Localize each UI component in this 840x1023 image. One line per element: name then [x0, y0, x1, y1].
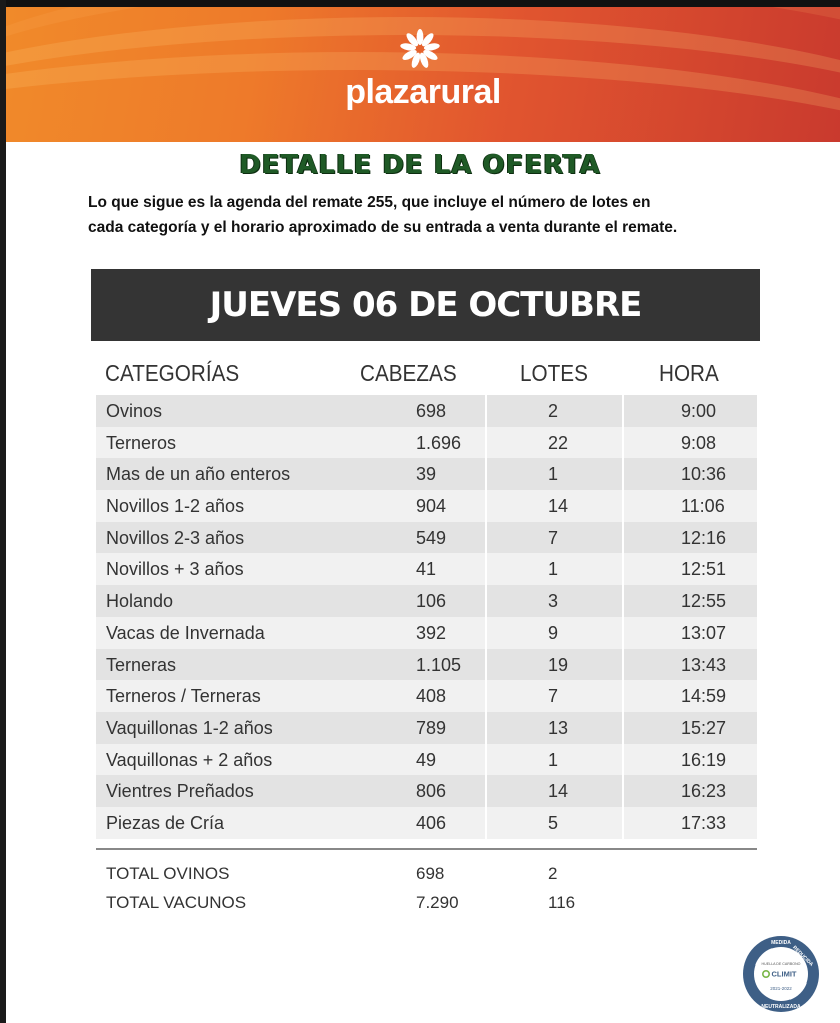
time-cell: 13:07 — [681, 622, 727, 643]
lots-cell: 13 — [548, 717, 569, 738]
heads-cell: 106 — [416, 591, 447, 612]
heads-cell: 49 — [416, 749, 437, 770]
category-cell: Vaquillonas + 2 años — [106, 749, 273, 770]
heads-cell: 41 — [416, 559, 437, 580]
category-cell: Novillos + 3 años — [106, 559, 244, 580]
flower-logo-icon — [398, 27, 442, 71]
category-cell: Terneros — [106, 432, 177, 453]
heads-cell: 904 — [416, 496, 447, 517]
table-row — [96, 458, 757, 490]
lots-cell: 1 — [548, 464, 559, 485]
heads-cell: 549 — [416, 527, 447, 548]
lots-cell: 7 — [548, 686, 559, 707]
table-row — [96, 617, 757, 649]
category-cell: Mas de un año enteros — [106, 464, 291, 485]
badge-years-text: 2021-2022 — [770, 986, 792, 991]
column-header-categorias: CATEGORÍAS — [105, 360, 240, 386]
heads-cell: 806 — [416, 781, 447, 802]
table-row — [96, 744, 757, 776]
category-cell: Novillos 2-3 años — [106, 527, 245, 548]
badge-bottom-text: NEUTRALIZADA — [761, 1004, 801, 1010]
lots-cell: 9 — [548, 622, 559, 643]
time-cell: 12:55 — [681, 591, 727, 612]
total-ovinos-lots: 2 — [548, 864, 558, 883]
lots-cell: 22 — [548, 432, 569, 453]
heads-cell: 408 — [416, 686, 447, 707]
time-cell: 9:00 — [681, 401, 717, 421]
totals-divider — [96, 848, 757, 850]
lots-cell: 3 — [548, 591, 559, 612]
badge-huella-text: HUELLA DE CARBONO — [761, 962, 801, 966]
column-header-lotes: LOTES — [520, 360, 588, 386]
total-vacunos-label: TOTAL VACUNOS — [106, 893, 247, 912]
heads-cell: 392 — [416, 622, 447, 643]
heads-cell: 39 — [416, 464, 437, 485]
total-ovinos-heads: 698 — [416, 864, 445, 883]
time-cell: 12:51 — [681, 559, 727, 580]
category-cell: Ovinos — [106, 401, 163, 421]
category-cell: Holando — [106, 591, 174, 612]
table-row — [96, 680, 757, 712]
time-cell: 9:08 — [681, 432, 717, 453]
table-row — [96, 807, 757, 839]
time-cell: 15:27 — [681, 717, 727, 738]
category-cell: Piezas de Cría — [106, 812, 225, 833]
lots-cell: 14 — [548, 496, 569, 517]
table-row — [96, 775, 757, 807]
heads-cell: 698 — [416, 401, 447, 421]
time-cell: 10:36 — [681, 464, 727, 485]
carbon-neutral-badge — [742, 935, 820, 1013]
badge-top-text: MEDIDA — [771, 940, 791, 946]
time-cell: 14:59 — [681, 686, 727, 707]
table-row — [96, 522, 757, 554]
lots-cell: 1 — [548, 749, 559, 770]
table-row — [96, 649, 757, 681]
column-separator — [485, 395, 487, 839]
time-cell: 16:19 — [681, 749, 727, 770]
time-cell: 13:43 — [681, 654, 727, 675]
heads-cell: 406 — [416, 812, 447, 833]
heads-cell: 1.696 — [416, 432, 462, 453]
brand-header — [6, 7, 840, 142]
category-cell: Vaquillonas 1-2 años — [106, 717, 273, 738]
category-cell: Novillos 1-2 años — [106, 496, 245, 517]
lots-cell: 2 — [548, 401, 559, 421]
schedule-table-body — [96, 395, 757, 839]
badge-brand-text: CLIMIT — [771, 969, 797, 979]
total-vacunos-lots: 116 — [548, 893, 576, 912]
brand-logo-text: plazarural — [345, 73, 501, 111]
category-cell: Terneras — [106, 654, 177, 675]
category-cell: Terneros / Terneras — [106, 686, 261, 707]
column-separator — [622, 395, 624, 839]
time-cell: 16:23 — [681, 781, 727, 802]
time-cell: 12:16 — [681, 527, 727, 548]
window-frame-top — [0, 0, 840, 7]
lots-cell: 1 — [548, 559, 559, 580]
time-cell: 11:06 — [681, 496, 725, 517]
total-vacunos-heads: 7.290 — [416, 893, 459, 912]
lots-cell: 14 — [548, 781, 569, 802]
column-header-hora: HORA — [659, 360, 719, 386]
time-cell: 17:33 — [681, 812, 727, 833]
heads-cell: 789 — [416, 717, 447, 738]
table-row — [96, 427, 757, 459]
intro-line: Lo que sigue es la agenda del remate 255, que incluye el número de lotes en — [88, 194, 651, 211]
heads-cell: 1.105 — [416, 654, 462, 675]
table-row — [96, 585, 757, 617]
intro-line: cada categoría y el horario aproximado de su entrada a venta durante el remate. — [88, 219, 678, 236]
category-cell: Vientres Preñados — [106, 781, 254, 802]
page-title: DETALLE DE LA OFERTA — [239, 150, 601, 180]
intro-paragraph — [88, 190, 768, 240]
total-ovinos-label: TOTAL OVINOS — [106, 864, 230, 883]
lots-cell: 7 — [548, 527, 559, 548]
badge-right-text: REDUCIDA — [791, 944, 815, 968]
category-cell: Vacas de Invernada — [106, 622, 265, 643]
table-row — [96, 395, 757, 427]
lots-cell: 19 — [548, 654, 569, 675]
date-banner: JUEVES 06 DE OCTUBRE — [91, 269, 760, 341]
table-row — [96, 490, 757, 522]
table-row — [96, 553, 757, 585]
column-header-cabezas: CABEZAS — [360, 360, 457, 386]
table-row — [96, 712, 757, 744]
lots-cell: 5 — [548, 812, 559, 833]
